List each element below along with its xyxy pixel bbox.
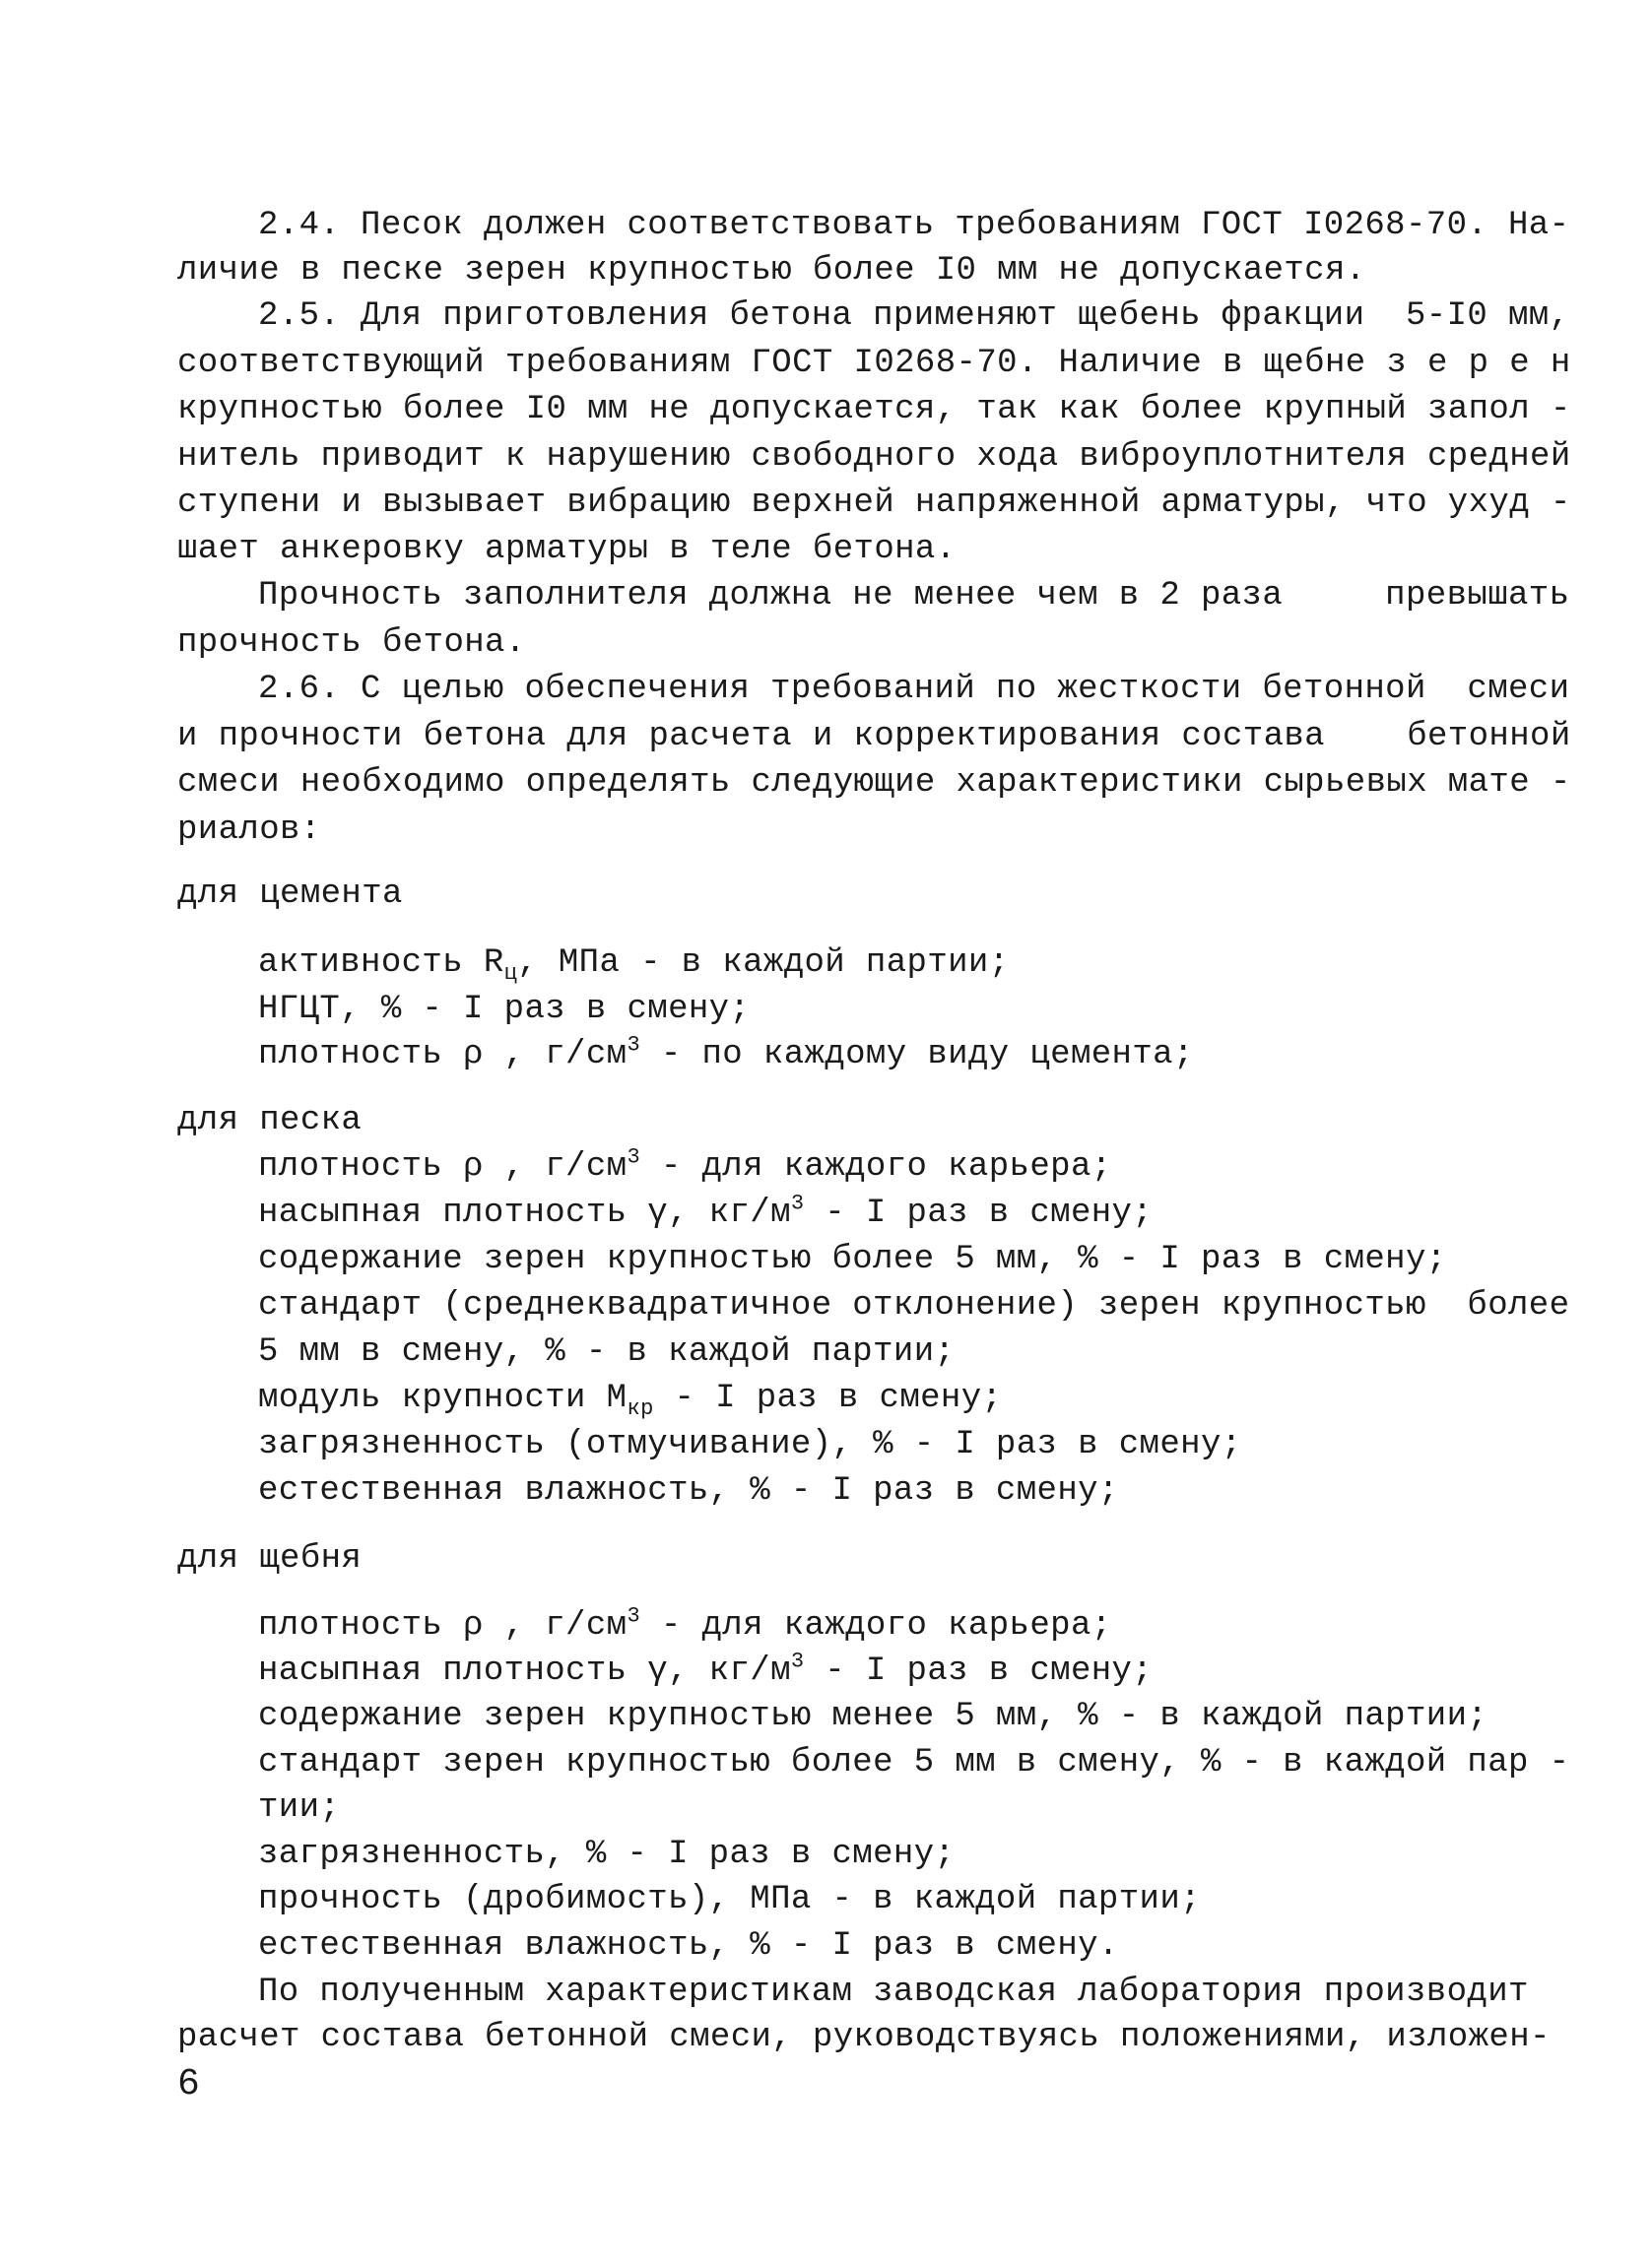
gravel-item-standard-line-1: стандарт зерен крупностью более 5 мм в смену, % - в каждой пар -	[258, 1744, 1570, 1782]
paragraph-2-6-line-1: 2.6. С целью обеспечения требований по жесткости бетонной смеси	[258, 671, 1570, 708]
sand-item-moisture: естественная влажность, % - I раз в смену;	[258, 1472, 1119, 1510]
cement-item-activity: активность $R_ц$, МПа - в каждой партии;	[258, 944, 1010, 986]
gravel-item-bulk-density: насыпная плотность γ, $кг/м^3$ - I раз в смену;	[258, 1649, 1154, 1690]
paragraph-2-5-line-4: нитель приводит к нарушению свободного хода виброуплотнителя средней	[177, 438, 1571, 476]
sand-heading: для песка	[177, 1102, 363, 1139]
strength-paragraph-line-1: Прочность заполнителя должна не менее чем в 2 раза превышать	[258, 577, 1570, 615]
gravel-item-moisture: естественная влажность, % - I раз в смену.	[258, 1927, 1119, 1965]
paragraph-2-5-line-3: крупностью более I0 мм не допускается, так как более крупный запол -	[177, 391, 1571, 428]
closing-paragraph-line-2: расчет состава бетонной смеси, руководствуясь положениями, изложен-	[177, 2019, 1551, 2056]
paragraph-2-6-line-3: смеси необходимо определять следующие характеристики сырьевых мате -	[177, 764, 1571, 802]
sand-item-bulk-density: насыпная плотность γ, $кг/м^3$ - I раз в смену;	[258, 1191, 1154, 1232]
strength-paragraph-line-2: прочность бетона.	[177, 624, 526, 662]
paragraph-2-5-line-6: шает анкеровку арматуры в теле бетона.	[177, 531, 957, 568]
sand-item-grain-content: содержание зерен крупностью более 5 мм, % - I раз в смену;	[258, 1241, 1447, 1278]
paragraph-2-5-line-5: ступени и вызывает вибрацию верхней напряженной арматуры, что ухуд -	[177, 485, 1571, 522]
cement-item-density: плотность ρ , $г/см^3$ - по каждому виду цемента;	[258, 1032, 1194, 1073]
paragraph-2-5-line-1: 2.5. Для приготовления бетона применяют щебень фракции 5-I0 мм,	[258, 297, 1570, 335]
sand-item-density: плотность ρ , $г/см^3$ - для каждого карьера;	[258, 1144, 1112, 1186]
closing-paragraph-line-1: По полученным характеристикам заводская лаборатория производит	[258, 1974, 1529, 2011]
paragraph-2-6-line-2: и прочности бетона для расчета и корректирования состава бетонной	[177, 718, 1571, 755]
cement-item-ngct: НГЦТ, % - I раз в смену;	[258, 991, 751, 1028]
sand-item-standard-line-1: стандарт (среднеквадратичное отклонение) зерен крупностью более	[258, 1287, 1570, 1325]
sand-item-contamination: загрязненность (отмучивание), % - I раз в смену;	[258, 1426, 1242, 1463]
sand-item-standard-line-2: 5 мм в смену, % - в каждой партии;	[258, 1333, 956, 1371]
paragraph-2-4-line-1: 2.4. Песок должен соответствовать требованиям ГОСТ I0268-70. На-	[258, 207, 1570, 244]
sand-item-fineness-modulus: модуль крупности $М_{кр}$ - I раз в смену;	[258, 1380, 1003, 1421]
page-number: 6	[177, 2063, 200, 2106]
paragraph-2-6-line-4: риалов:	[177, 811, 321, 849]
cement-heading: для цемента	[177, 875, 403, 913]
gravel-item-grain-content: содержание зерен крупностью менее 5 мм, % - в каждой партии;	[258, 1698, 1488, 1735]
gravel-item-density: плотность ρ , $г/см^3$ - для каждого карьера;	[258, 1603, 1112, 1645]
gravel-item-crushability: прочность (дробимость), МПа - в каждой партии;	[258, 1881, 1201, 1918]
paragraph-2-5-line-2: соответствующий требованиям ГОСТ I0268-70. Наличие в щебне з е р е н	[177, 345, 1571, 382]
gravel-item-contamination: загрязненность, % - I раз в смену;	[258, 1836, 956, 1873]
gravel-heading: для щебня	[177, 1540, 363, 1578]
paragraph-2-4-line-2: личие в песке зерен крупностью более I0 мм не допускается.	[177, 252, 1366, 290]
gravel-item-standard-line-2: тии;	[258, 1789, 341, 1827]
